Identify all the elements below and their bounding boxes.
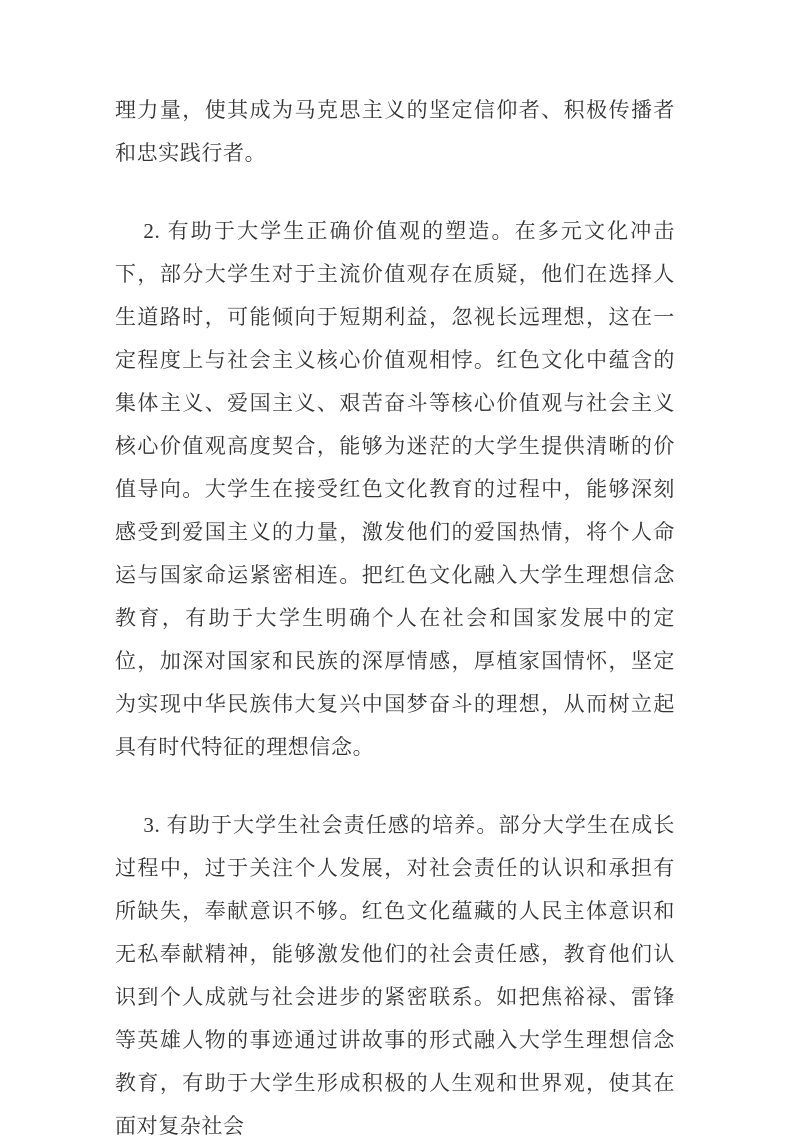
paragraph-2: 2. 有助于大学生正确价值观的塑造。在多元文化冲击下，部分大学生对于主流价值观存在质疑，他们在选择人生道路时，可能倾向于短期利益，忽视长远理想，这在一定程度上与社会主义核心价值观相悖。红色文化中蕴含的集体主义、爱国主义、艰苦奋斗等核心价值观与社会主义核心价值观高度契合，能够为迷茫的大学生提供清晰的价值导向。大学生在接受红色文化教育的过程中，能够深刻感受到爱国主义的力量，激发他们的爱国热情，将个人命运与国家命运紧密相连。把红色文化融入大学生理想信念教育，有助于大学生明确个人在社会和国家发展中的定位，加深对国家和民族的深厚情感，厚植家国情怀，坚定为实现中华民族伟大复兴中国梦奋斗的理想，从而树立起具有时代特征的理想信念。 (115, 219, 675, 759)
paragraph-3: 3. 有助于大学生社会责任感的培养。部分大学生在成长过程中，过于关注个人发展，对社会责任的认识和承担有所缺失，奉献意识不够。红色文化蕴藏的人民主体意识和无私奉献精神，能够激发他们的社会责任感，教育他们认识到个人成就与社会进步的紧密联系。如把焦裕禄、雷锋等英雄人物的事迹通过讲故事的形式融入大学生理想信念教育，有助于大学生形成积极的人生观和世界观，使其在面对复杂社会 (115, 813, 675, 1138)
paragraph-continuation: 理力量，使其成为马克思主义的坚定信仰者、积极传播者和忠实践行者。 (115, 98, 675, 165)
